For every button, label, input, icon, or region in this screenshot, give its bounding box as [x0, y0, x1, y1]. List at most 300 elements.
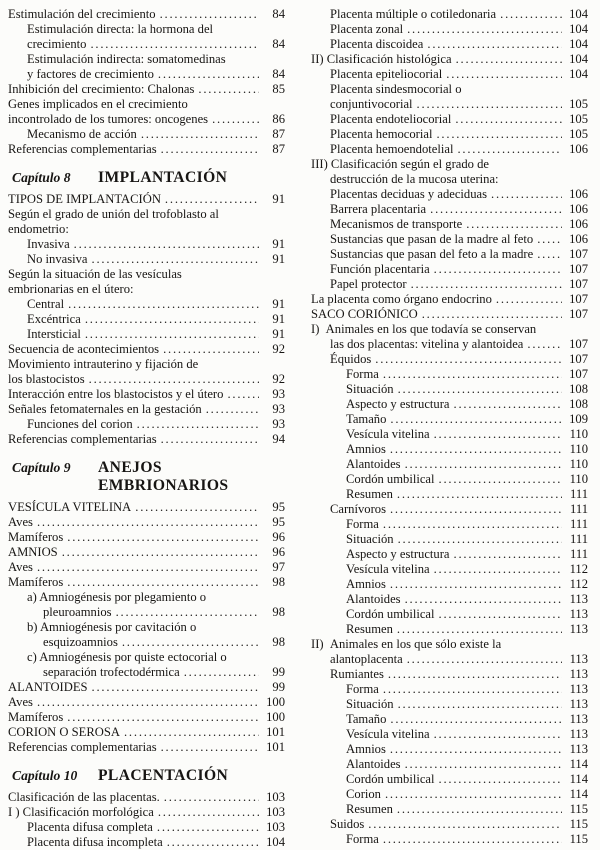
page-number: 95 — [272, 515, 285, 529]
dot-leader — [90, 37, 259, 52]
entry-text: Situación — [346, 382, 394, 396]
toc-entry-line — [8, 312, 285, 327]
dot-leader — [383, 682, 562, 697]
entry-text: endometrio: — [8, 222, 69, 236]
dot-leader — [398, 532, 562, 547]
dot-leader — [158, 805, 259, 820]
toc-entry-line — [311, 127, 588, 142]
entry-text: Aspecto y estructura — [346, 547, 450, 561]
entry-text: Forma — [346, 367, 379, 381]
entry-text: Secuencia de acontecimientos — [8, 342, 160, 356]
page-number: 113 — [569, 622, 588, 636]
toc-entry-line — [8, 237, 285, 252]
entry-text: Placenta múltiple o cotiledonaria — [330, 7, 497, 21]
toc-entry-line — [311, 787, 588, 802]
dot-leader — [135, 500, 259, 515]
page-number: 106 — [569, 232, 588, 246]
toc-entry-line — [8, 97, 285, 112]
entry-text: pleuroamnios — [43, 605, 112, 619]
dot-leader — [124, 725, 259, 740]
page-number: 105 — [569, 112, 588, 126]
entry-text: Barrera placentaria — [330, 202, 427, 216]
toc-entry-line — [8, 790, 285, 805]
page-number: 103 — [266, 820, 285, 834]
toc-entry-line — [311, 652, 588, 667]
page-number: 113 — [569, 592, 588, 606]
dot-leader — [141, 127, 259, 142]
dot-leader — [398, 697, 562, 712]
dot-leader — [405, 757, 562, 772]
entry-text: I ) Clasificación morfológica — [8, 805, 154, 819]
page-number: 106 — [569, 217, 588, 231]
dot-leader — [122, 635, 259, 650]
chapter-heading — [12, 767, 285, 785]
toc-entry-line — [311, 322, 588, 337]
dot-leader — [434, 262, 562, 277]
dot-leader — [161, 142, 259, 157]
page-number: 113 — [569, 667, 588, 681]
page-number: 100 — [266, 695, 285, 709]
toc-entry-line — [8, 7, 285, 22]
toc-entry-line — [8, 665, 285, 680]
dot-leader — [212, 112, 259, 127]
toc-entry-line — [8, 620, 285, 635]
page-number: 87 — [272, 127, 285, 141]
toc-entry-line — [8, 402, 285, 417]
dot-leader — [496, 292, 562, 307]
page-number: 111 — [570, 532, 588, 546]
dot-leader — [397, 802, 562, 817]
dot-leader — [454, 547, 562, 562]
toc-entry-line — [311, 172, 588, 187]
dot-leader — [92, 680, 259, 695]
dot-leader — [405, 592, 562, 607]
page-number: 113 — [569, 742, 588, 756]
page-number: 105 — [569, 127, 588, 141]
entry-text: a) Amniogénesis por plegamiento o — [27, 590, 207, 604]
entry-text: Aves — [8, 560, 33, 574]
dot-leader — [434, 562, 562, 577]
page-number: 101 — [266, 740, 285, 754]
dot-leader — [390, 577, 562, 592]
entry-text: Vesícula vitelina — [346, 727, 430, 741]
page-number: 110 — [569, 427, 588, 441]
page-number: 107 — [569, 337, 588, 351]
entry-text: Rumiantes — [330, 667, 384, 681]
page-number: 98 — [272, 635, 285, 649]
toc-entry-line — [311, 697, 588, 712]
entry-text: separación trofectodérmica — [43, 665, 180, 679]
entry-text: II) Animales en los que sólo existe la — [311, 637, 502, 651]
dot-leader — [383, 517, 562, 532]
dot-leader — [436, 127, 562, 142]
toc-entry-line — [8, 192, 285, 207]
toc-entry-line — [8, 82, 285, 97]
page-number: 106 — [569, 202, 588, 216]
page-number: 113 — [569, 712, 588, 726]
page-number: 110 — [569, 457, 588, 471]
toc-entry-line — [311, 7, 588, 22]
entry-text: Alantoides — [346, 457, 401, 471]
toc-entry-line — [8, 605, 285, 620]
entry-text: Placenta zonal — [330, 22, 404, 36]
dot-leader — [398, 382, 562, 397]
entry-text: Amnios — [346, 577, 386, 591]
page-number: 111 — [570, 487, 588, 501]
entry-text: Papel protector — [330, 277, 407, 291]
dot-leader — [411, 277, 562, 292]
chapter-number-label: Capítulo 8 — [12, 170, 71, 185]
entry-text: Mamíferos — [8, 530, 64, 544]
page-number: 104 — [569, 52, 588, 66]
toc-entry-line — [311, 577, 588, 592]
dot-leader — [417, 97, 562, 112]
dot-leader — [184, 665, 259, 680]
dot-leader — [161, 740, 259, 755]
entry-text: AMNIOS — [8, 545, 58, 559]
entry-text: Señales fetomaternales en la gestación — [8, 402, 202, 416]
dot-leader — [198, 82, 259, 97]
dot-leader — [167, 835, 259, 850]
entry-text: Mecanismo de acción — [27, 127, 137, 141]
dot-leader — [37, 695, 259, 710]
page-number: 112 — [569, 577, 588, 591]
page-number: 115 — [569, 817, 588, 831]
toc-entry-line — [8, 590, 285, 605]
page-number: 107 — [569, 247, 588, 261]
toc-entry-line — [311, 97, 588, 112]
dot-leader — [457, 142, 562, 157]
entry-text: Resumen — [346, 622, 393, 636]
page-number: 114 — [569, 757, 588, 771]
entry-text: y factores de crecimiento — [27, 67, 154, 81]
chapter-heading — [12, 459, 285, 495]
dot-leader — [446, 67, 562, 82]
toc-entry-line — [8, 680, 285, 695]
page-number: 93 — [272, 402, 285, 416]
entry-text: Suidos — [330, 817, 365, 831]
chapter-heading — [12, 169, 285, 187]
entry-text: Sustancias que pasan de la madre al feto — [330, 232, 534, 246]
page-number: 91 — [272, 192, 285, 206]
page-number: 86 — [272, 112, 285, 126]
entry-text: Invasiva — [27, 237, 70, 251]
toc-entry-line — [8, 22, 285, 37]
dot-leader — [439, 772, 563, 787]
dot-leader — [407, 22, 562, 37]
dot-leader — [67, 710, 259, 725]
dot-leader — [37, 515, 259, 530]
toc-entry-line — [8, 740, 285, 755]
entry-text: SACO CORIÓNICO — [311, 307, 418, 321]
dot-leader — [163, 342, 259, 357]
toc-entry-line — [311, 592, 588, 607]
dot-leader — [537, 247, 562, 262]
entry-text: Estimulación directa: la hormona del — [27, 22, 214, 36]
dot-leader — [164, 790, 259, 805]
page-number: 104 — [266, 835, 285, 849]
toc-entry-line — [8, 650, 285, 665]
entry-text: La placenta como órgano endocrino — [311, 292, 492, 306]
entry-text: III) Clasificación según el grado de — [311, 157, 489, 171]
dot-leader — [116, 605, 259, 620]
toc-entry-line — [8, 327, 285, 342]
page-number: 103 — [266, 805, 285, 819]
entry-text: Genes implicados en el crecimiento — [8, 97, 188, 111]
dot-leader — [67, 575, 259, 590]
dot-leader — [368, 817, 562, 832]
dot-leader — [454, 397, 562, 412]
page-number: 84 — [272, 67, 285, 81]
entry-text: Funciones del corion — [27, 417, 133, 431]
toc-entry-line — [311, 82, 588, 97]
page-number: 104 — [569, 37, 588, 51]
toc-entry-line — [8, 282, 285, 297]
toc-entry-line — [8, 37, 285, 52]
dot-leader — [85, 327, 259, 342]
toc-entry-line — [311, 22, 588, 37]
entry-text: conjuntivocorial — [330, 97, 413, 111]
page-number: 109 — [569, 412, 588, 426]
toc-entry-line — [311, 502, 588, 517]
page-number: 99 — [272, 665, 285, 679]
entry-text: Placenta hemocorial — [330, 127, 433, 141]
entry-text: Cordón umbilical — [346, 772, 435, 786]
entry-text: Según el grado de unión del trofoblasto al — [8, 207, 219, 221]
chapter-title: ANEJOS EMBRIONARIOS — [98, 459, 229, 494]
entry-text: Placenta discoidea — [330, 37, 424, 51]
entry-text: Alantoides — [346, 757, 401, 771]
toc-entry-line — [8, 297, 285, 312]
toc-entry-line — [311, 157, 588, 172]
toc-entry-line — [311, 412, 588, 427]
entry-text: incontrolado de los tumores: oncogenes — [8, 112, 209, 126]
toc-entry-line — [8, 142, 285, 157]
page-number: 91 — [272, 297, 285, 311]
dot-leader — [455, 112, 562, 127]
entry-text: Resumen — [346, 487, 393, 501]
dot-leader — [439, 607, 563, 622]
toc-entry-line — [311, 217, 588, 232]
dot-leader — [405, 457, 562, 472]
page-number: 84 — [272, 7, 285, 21]
page-number: 104 — [569, 7, 588, 21]
entry-text: Interacción entre los blastocistos y el útero — [8, 387, 224, 401]
page-number: 105 — [569, 97, 588, 111]
page-number: 113 — [569, 652, 588, 666]
page-number: 98 — [272, 575, 285, 589]
page-number: 93 — [272, 387, 285, 401]
toc-entry-line — [311, 757, 588, 772]
toc-entry-line — [8, 267, 285, 282]
entry-text: CORION O SEROSA — [8, 725, 120, 739]
entry-text: embrionarias en el útero: — [8, 282, 134, 296]
entry-text: destrucción de la mucosa uterina: — [330, 172, 499, 186]
toc-entry-line — [311, 247, 588, 262]
entry-text: Resumen — [346, 802, 393, 816]
page-number: 91 — [272, 252, 285, 266]
dot-leader — [165, 192, 259, 207]
toc-entry-line — [311, 712, 588, 727]
dot-leader — [227, 387, 259, 402]
page-number: 92 — [272, 372, 285, 386]
toc-entry-line — [8, 500, 285, 515]
dot-leader — [68, 297, 259, 312]
page-number: 107 — [569, 277, 588, 291]
entry-text: I) Animales en los que todavía se conservan — [311, 322, 537, 336]
page-number: 110 — [569, 442, 588, 456]
entry-text: No invasiva — [27, 252, 88, 266]
dot-leader — [157, 820, 259, 835]
page-number: 104 — [569, 67, 588, 81]
toc-entry-line — [311, 637, 588, 652]
page-number: 107 — [569, 307, 588, 321]
entry-text: Corion — [346, 787, 381, 801]
dot-leader — [537, 232, 562, 247]
toc-entry-line — [8, 805, 285, 820]
page-number: 98 — [272, 605, 285, 619]
dot-leader — [390, 412, 562, 427]
page-number: 93 — [272, 417, 285, 431]
dot-leader — [160, 7, 259, 22]
toc-entry-line — [8, 710, 285, 725]
entry-text: Inhibición del crecimiento: Chalonas — [8, 82, 195, 96]
toc-entry-line — [8, 67, 285, 82]
toc-entry-line — [8, 357, 285, 372]
toc-entry-line — [8, 835, 285, 850]
toc-entry-line — [311, 202, 588, 217]
entry-text: II) Clasificación histológica — [311, 52, 452, 66]
dot-leader — [385, 787, 562, 802]
entry-text: Vesícula vitelina — [346, 562, 430, 576]
dot-leader — [67, 530, 259, 545]
entry-text: Placentas deciduas y adeciduas — [330, 187, 488, 201]
page-number: 107 — [569, 352, 588, 366]
page-number: 114 — [569, 772, 588, 786]
toc-entry-line — [8, 207, 285, 222]
page-number: 94 — [272, 432, 285, 446]
page-number: 107 — [569, 262, 588, 276]
page-number: 100 — [266, 710, 285, 724]
toc-entry-line — [311, 292, 588, 307]
dot-leader — [37, 560, 259, 575]
entry-text: Amnios — [346, 742, 386, 756]
toc-entry-line — [311, 442, 588, 457]
entry-text: Sustancias que pasan del feto a la madre — [330, 247, 534, 261]
entry-text: Central — [27, 297, 65, 311]
page-number: 112 — [569, 562, 588, 576]
page-number: 108 — [569, 382, 588, 396]
page-number: 111 — [570, 547, 588, 561]
dot-leader — [456, 52, 562, 67]
page-number: 85 — [272, 82, 285, 96]
toc-entry-line — [311, 187, 588, 202]
toc-entry-line — [8, 635, 285, 650]
page-number: 87 — [272, 142, 285, 156]
entry-text: Carnívoros — [330, 502, 386, 516]
dot-leader — [158, 67, 259, 82]
page-number: 99 — [272, 680, 285, 694]
toc-entry-line — [311, 67, 588, 82]
dot-leader — [430, 202, 562, 217]
dot-leader — [74, 237, 259, 252]
entry-text: alantoplacenta — [330, 652, 403, 666]
page-number: 111 — [570, 502, 588, 516]
entry-text: Amnios — [346, 442, 386, 456]
entry-text: Cordón umbilical — [346, 472, 435, 486]
entry-text: Según la situación de las vesículas — [8, 267, 182, 281]
dot-leader — [422, 307, 562, 322]
toc-entry-line — [311, 742, 588, 757]
dot-leader — [397, 622, 562, 637]
entry-text: Referencias complementarias — [8, 142, 157, 156]
entry-text: esquizoamnios — [43, 635, 118, 649]
page-number: 113 — [569, 682, 588, 696]
chapter-title: IMPLANTACIÓN — [98, 169, 228, 186]
page-number: 91 — [272, 327, 285, 341]
entry-text: Forma — [346, 832, 379, 846]
entry-text: Équidos — [330, 352, 372, 366]
toc-entry-line — [311, 112, 588, 127]
toc-entry-line — [311, 487, 588, 502]
toc-entry-line — [311, 772, 588, 787]
entry-text: Alantoides — [346, 592, 401, 606]
entry-text: Forma — [346, 517, 379, 531]
entry-text: Excéntrica — [27, 312, 81, 326]
page-number: 106 — [569, 187, 588, 201]
entry-text: crecimiento — [27, 37, 87, 51]
toc-entry-line — [311, 802, 588, 817]
dot-leader — [434, 727, 562, 742]
dot-leader — [466, 217, 562, 232]
entry-text: Referencias complementarias — [8, 740, 157, 754]
entry-text: los blastocistos — [8, 372, 85, 386]
chapter-number-label: Capítulo 10 — [12, 768, 78, 783]
entry-text: Vesícula vitelina — [346, 427, 430, 441]
toc-entry-line — [311, 367, 588, 382]
entry-text: Cordón umbilical — [346, 607, 435, 621]
entry-text: VESÍCULA VITELINA — [8, 500, 132, 514]
dot-leader — [383, 367, 562, 382]
dot-leader — [390, 502, 562, 517]
page-number: 113 — [569, 697, 588, 711]
toc-entry-line — [8, 52, 285, 67]
page-number: 110 — [569, 472, 588, 486]
page-number: 113 — [569, 727, 588, 741]
toc-entry-line — [311, 562, 588, 577]
entry-text: Referencias complementarias — [8, 432, 157, 446]
entry-text: Situación — [346, 697, 394, 711]
entry-text: b) Amniogénesis por cavitación o — [27, 620, 197, 634]
entry-text: Mamíferos — [8, 710, 64, 724]
toc-entry-line — [8, 342, 285, 357]
dot-leader — [388, 667, 562, 682]
toc-entry-line — [311, 532, 588, 547]
entry-text: Placenta endoteliocorial — [330, 112, 452, 126]
page-number: 107 — [569, 292, 588, 306]
page-number: 91 — [272, 312, 285, 326]
entry-text: TIPOS DE IMPLANTACIÓN — [8, 192, 161, 206]
toc-column-right — [311, 7, 588, 850]
toc-entry-line — [311, 547, 588, 562]
toc-entry-line — [8, 432, 285, 447]
toc-entry-line — [8, 222, 285, 237]
entry-text: Tamaño — [346, 412, 387, 426]
toc-entry-line — [311, 382, 588, 397]
toc-entry-line — [8, 387, 285, 402]
dot-leader — [62, 545, 259, 560]
entry-text: Intersticial — [27, 327, 81, 341]
